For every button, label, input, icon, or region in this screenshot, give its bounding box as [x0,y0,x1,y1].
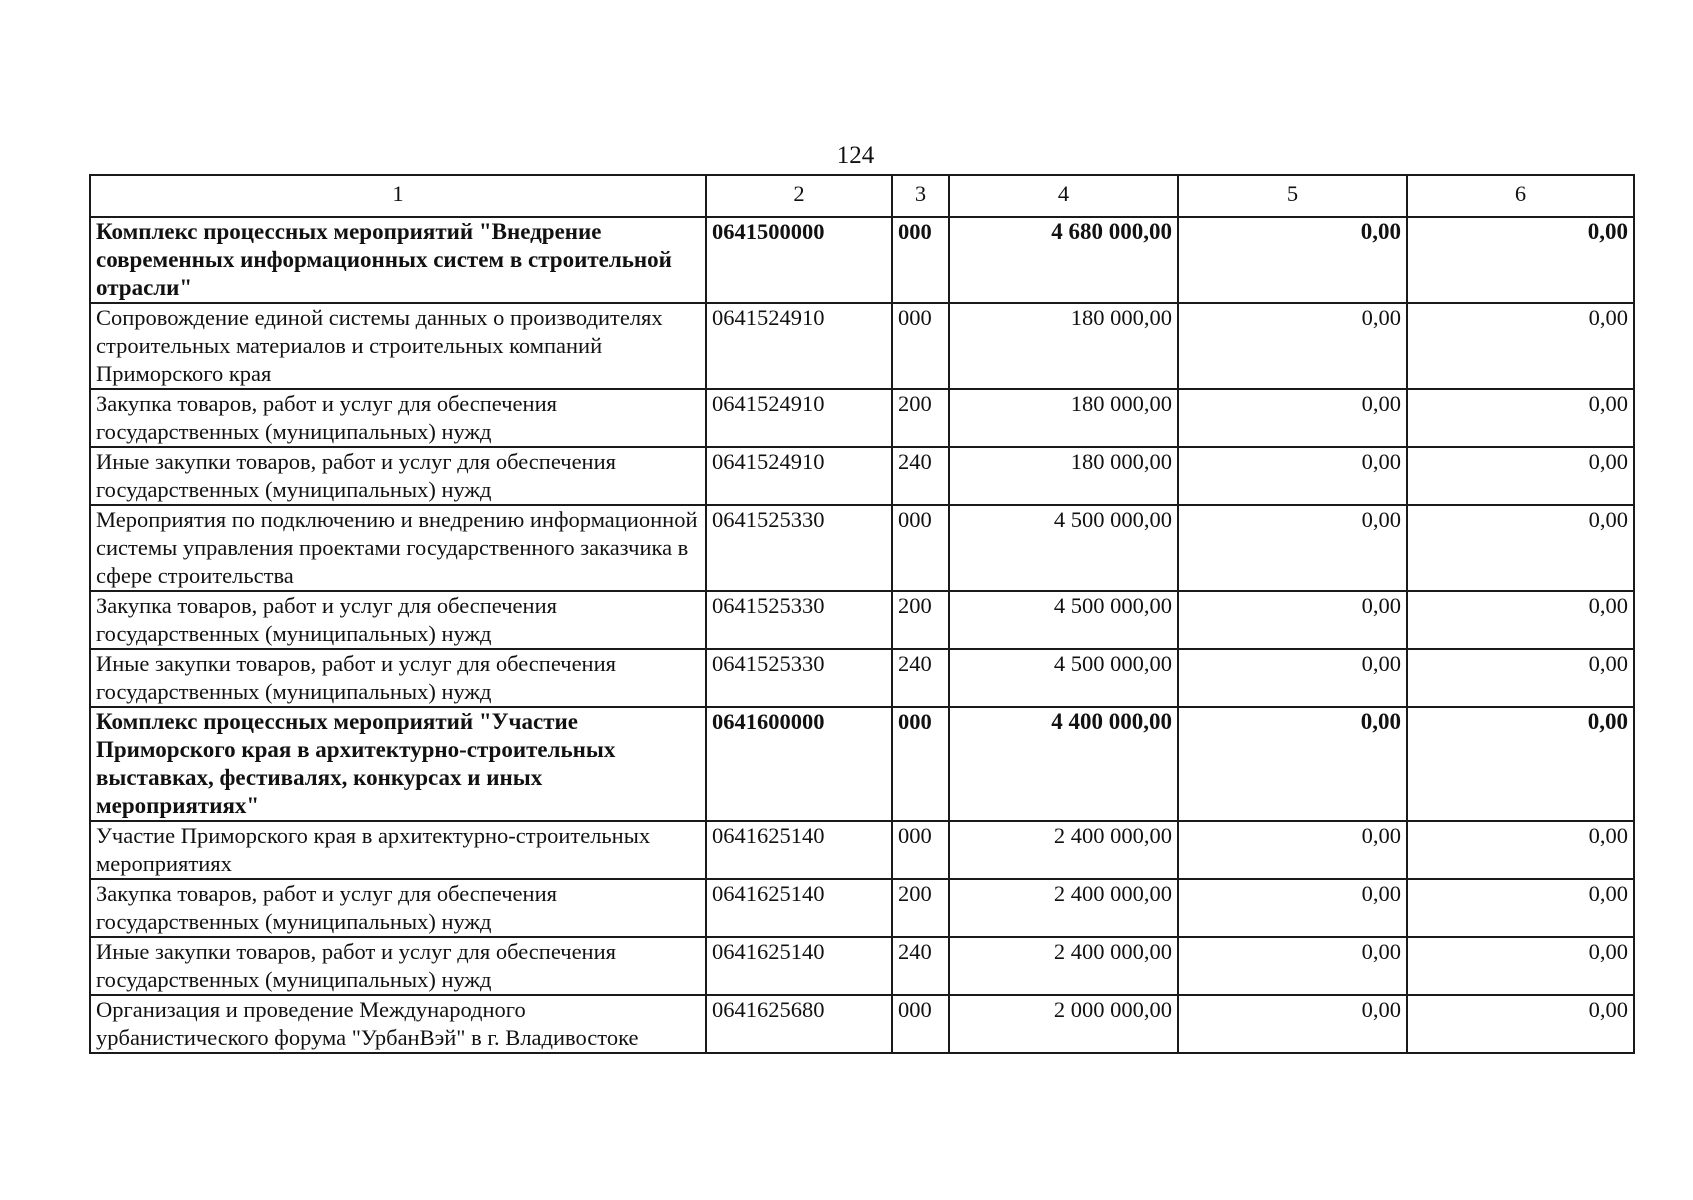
row-value-4-cell: 4 400 000,00 [949,707,1178,821]
row-value-4-cell: 4 500 000,00 [949,591,1178,649]
row-value-5-cell: 0,00 [1178,447,1407,505]
row-kind-cell: 200 [892,591,949,649]
table-row [90,649,1634,707]
row-kind-cell: 000 [892,505,949,591]
row-value-4-cell: 4 680 000,00 [949,217,1178,303]
row-value-6-cell: 0,00 [1407,707,1634,821]
row-code-cell: 0641500000 [706,217,892,303]
row-code-cell: 0641625140 [706,879,892,937]
row-value-6-cell: 0,00 [1407,389,1634,447]
row-value-4-cell: 2 000 000,00 [949,995,1178,1053]
row-kind-cell: 000 [892,217,949,303]
row-kind-cell: 200 [892,389,949,447]
row-value-4-cell: 2 400 000,00 [949,937,1178,995]
row-value-5-cell: 0,00 [1178,217,1407,303]
row-kind-cell: 200 [892,879,949,937]
row-value-4-cell: 4 500 000,00 [949,649,1178,707]
row-code-cell: 0641600000 [706,707,892,821]
row-name-cell: Иные закупки товаров, работ и услуг для обеспечения государственных (муниципальных) нужд [90,649,706,707]
row-name-cell: Иные закупки товаров, работ и услуг для обеспечения государственных (муниципальных) нужд [90,937,706,995]
row-kind-cell: 240 [892,447,949,505]
row-code-cell: 0641525330 [706,649,892,707]
table-row [90,707,1634,821]
row-kind-cell: 240 [892,937,949,995]
row-value-6-cell: 0,00 [1407,995,1634,1053]
table-row [90,217,1634,303]
table-row [90,591,1634,649]
row-value-4-cell: 180 000,00 [949,303,1178,389]
row-name-cell: Закупка товаров, работ и услуг для обеспечения государственных (муниципальных) нужд [90,879,706,937]
row-value-5-cell: 0,00 [1178,707,1407,821]
column-header-4: 4 [949,175,1178,217]
row-name-cell: Организация и проведение Международного урбанистического форума "УрбанВэй" в г. Владивостоке [90,995,706,1053]
row-value-6-cell: 0,00 [1407,447,1634,505]
table-row [90,389,1634,447]
row-value-5-cell: 0,00 [1178,591,1407,649]
row-value-4-cell: 180 000,00 [949,447,1178,505]
row-name-cell: Комплекс процессных мероприятий "Участие Приморского края в архитектурно-строительных выставках, фестивалях, конкурсах и иных мероприятиях" [90,707,706,821]
row-value-6-cell: 0,00 [1407,937,1634,995]
row-code-cell: 0641524910 [706,389,892,447]
table-row [90,879,1634,937]
row-value-5-cell: 0,00 [1178,505,1407,591]
row-value-4-cell: 180 000,00 [949,389,1178,447]
row-value-6-cell: 0,00 [1407,505,1634,591]
row-kind-cell: 000 [892,303,949,389]
row-kind-cell: 000 [892,821,949,879]
table-row [90,447,1634,505]
row-value-4-cell: 2 400 000,00 [949,821,1178,879]
row-kind-cell: 000 [892,707,949,821]
row-kind-cell: 000 [892,995,949,1053]
column-header-6: 6 [1407,175,1634,217]
page-number: 124 [836,142,875,169]
table-row [90,995,1634,1053]
header-row [90,175,1634,217]
row-value-6-cell: 0,00 [1407,217,1634,303]
row-code-cell: 0641625140 [706,937,892,995]
row-value-4-cell: 2 400 000,00 [949,879,1178,937]
row-code-cell: 0641625680 [706,995,892,1053]
budget-table [89,174,1635,1054]
row-code-cell: 0641524910 [706,303,892,389]
row-code-cell: 0641625140 [706,821,892,879]
table-row [90,505,1634,591]
row-value-4-cell: 4 500 000,00 [949,505,1178,591]
row-code-cell: 0641524910 [706,447,892,505]
row-code-cell: 0641525330 [706,505,892,591]
row-value-5-cell: 0,00 [1178,937,1407,995]
column-header-5: 5 [1178,175,1407,217]
table-row [90,303,1634,389]
row-name-cell: Закупка товаров, работ и услуг для обеспечения государственных (муниципальных) нужд [90,591,706,649]
table-row [90,937,1634,995]
row-value-6-cell: 0,00 [1407,591,1634,649]
row-name-cell: Комплекс процессных мероприятий "Внедрение современных информационных систем в строительной отрасли" [90,217,706,303]
row-name-cell: Сопровождение единой системы данных о производителях строительных материалов и строительных компаний Приморского края [90,303,706,389]
column-header-3: 3 [892,175,949,217]
row-value-6-cell: 0,00 [1407,303,1634,389]
row-code-cell: 0641525330 [706,591,892,649]
row-value-5-cell: 0,00 [1178,389,1407,447]
row-value-6-cell: 0,00 [1407,879,1634,937]
table-row [90,821,1634,879]
row-value-5-cell: 0,00 [1178,821,1407,879]
column-header-2: 2 [706,175,892,217]
row-value-6-cell: 0,00 [1407,649,1634,707]
row-value-5-cell: 0,00 [1178,649,1407,707]
row-value-5-cell: 0,00 [1178,303,1407,389]
row-kind-cell: 240 [892,649,949,707]
row-name-cell: Иные закупки товаров, работ и услуг для обеспечения государственных (муниципальных) нужд [90,447,706,505]
row-value-6-cell: 0,00 [1407,821,1634,879]
row-name-cell: Закупка товаров, работ и услуг для обеспечения государственных (муниципальных) нужд [90,389,706,447]
row-name-cell: Участие Приморского края в архитектурно-строительных мероприятиях [90,821,706,879]
row-name-cell: Мероприятия по подключению и внедрению информационной системы управления проектами государственного заказчика в сфере строительства [90,505,706,591]
table-body [90,217,1634,1053]
column-header-1: 1 [90,175,706,217]
row-value-5-cell: 0,00 [1178,995,1407,1053]
row-value-5-cell: 0,00 [1178,879,1407,937]
